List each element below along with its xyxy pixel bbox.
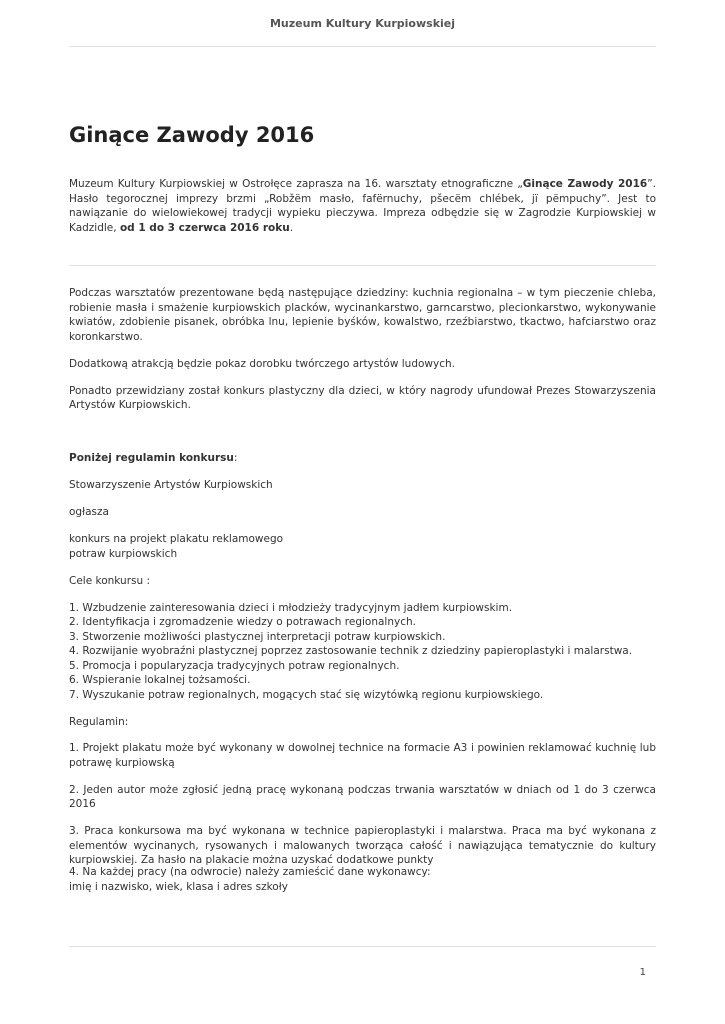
intro-event-name: Ginące Zawody 2016 xyxy=(522,178,648,190)
contest-name-line-2: potraw kurpiowskich xyxy=(69,547,178,560)
content-divider xyxy=(69,265,656,266)
description-section xyxy=(69,286,656,413)
intro-text-3: . xyxy=(289,221,294,234)
regulation-item-4 xyxy=(69,865,656,894)
page-number: 1 xyxy=(639,967,646,978)
goal-item: 6. Wspieranie lokalnej tożsamości. xyxy=(69,674,251,686)
goals-heading: Cele konkursu : xyxy=(69,574,151,587)
intro-text-1: Muzeum Kultury Kurpiowskiej w Ostrołęce zaprasza na 16. warsztaty etnograficzne „ xyxy=(69,178,523,190)
regulation-item: 1. Projekt plakatu może być wykonany w dowolnej technice na formacie A3 i powinien reklamować kuchnię lub potrawę kurpiowską xyxy=(69,742,656,769)
regulation-item: 3. Praca konkursowa ma być wykonana w technice papieroplastyki i malarstwa. Praca ma być wykonana z elementów wycinanych, rysowanych i malowanych tworząca całość i nawiązująca tematycznie do kultury kurpiowskiej. Za hasło na plakacie można uzyskać dodatkowe punkty xyxy=(69,825,656,866)
goal-item: 7. Wyszukanie potraw regionalnych, mogących stać się wizytówką regionu kurpiowskiego. xyxy=(69,688,544,701)
goal-item: 1. Wzbudzenie zainteresowania dzieci i młodzieży tradycyjnym jadłem kurpiowskim. xyxy=(69,601,513,614)
regulation-4-line-1: 4. Na każdej pracy (na odwrocie) należy zamieścić dane wykonawcy: xyxy=(69,866,431,878)
intro-text-2: ”. Hasło tegorocznej imprezy brzmi „Robžëm masło, fafërnuchy, pšecëm chlébek, jï pëmpuchy”. Jest to nawiązanie do wielowiekowej tradycji wypieku pieczywa. Impreza odbędzie się w Zagrodzie Kurpiowskiej w Kadzidle, xyxy=(69,178,656,234)
goal-item: 2. Identyfikacja i zgromadzenie wiedzy o potrawach regionalnych. xyxy=(69,616,416,628)
rules-heading-line xyxy=(69,451,656,466)
header-divider xyxy=(69,46,656,47)
goal-item: 4. Rozwijanie wyobraźni plastycznej poprzez zastosowanie technik z dziedziny papieroplastyki i malarstwa. xyxy=(69,645,633,657)
goal-item: 5. Promocja i popularyzacja tradycyjnych potraw regionalnych. xyxy=(69,659,400,672)
attraction-paragraph: Dodatkową atrakcją będzie pokaz dorobku twórczego artystów ludowych. xyxy=(69,357,455,370)
regulation-4-line-2: imię i nazwisko, wiek, klasa i adres szkoły xyxy=(69,880,288,893)
announces-line: ogłasza xyxy=(69,506,109,518)
site-name: Muzeum Kultury Kurpiowskiej xyxy=(269,17,456,30)
regulations-list xyxy=(69,741,656,868)
contest-info-paragraph: Ponadto przewidziany został konkurs plastyczny dla dzieci, w który nagrody ufundował Prezes Stowarzyszenia Artystów Kurpiowskich. xyxy=(69,384,656,411)
contest-announcement xyxy=(69,478,656,729)
intro-date: od 1 do 3 czerwca 2016 roku xyxy=(119,221,290,234)
footer-divider xyxy=(69,946,656,947)
article-title: Ginące Zawody 2016 xyxy=(69,123,315,147)
regulation-item: 2. Jeden autor może zgłosić jedną pracę wykonaną podczas trwania warsztatów w dniach od 1 do 3 czerwca 2016 xyxy=(69,783,656,810)
contest-name-line-1: konkurs na projekt plakatu reklamowego xyxy=(69,533,284,545)
rules-heading: Poniżej regulamin konkursu xyxy=(69,452,234,464)
goal-item: 3. Stworzenie możliwości plastycznej interpretacji potraw kurpiowskich. xyxy=(69,630,446,643)
workshops-paragraph: Podczas warsztatów prezentowane będą następujące dziedziny: kuchnia regionalna – w tym pieczenie chleba, robienie masła i smażenie kurpiowskich placków, wycinankarstwo, garncarstwo, plecionkarstwo, wykonywanie kwiatów, zdobienie pisanek, obróbka lnu, lepienie byśków, kowalstwo, rzeźbiarstwo, tkactwo, hafciarstwo oraz koronkarstwo. xyxy=(69,287,656,343)
rules-heading-colon: : xyxy=(233,452,238,464)
regulations-heading: Regulamin: xyxy=(69,715,129,728)
organizer-line: Stowarzyszenie Artystów Kurpiowskich xyxy=(69,479,273,491)
intro-paragraph xyxy=(69,177,656,235)
